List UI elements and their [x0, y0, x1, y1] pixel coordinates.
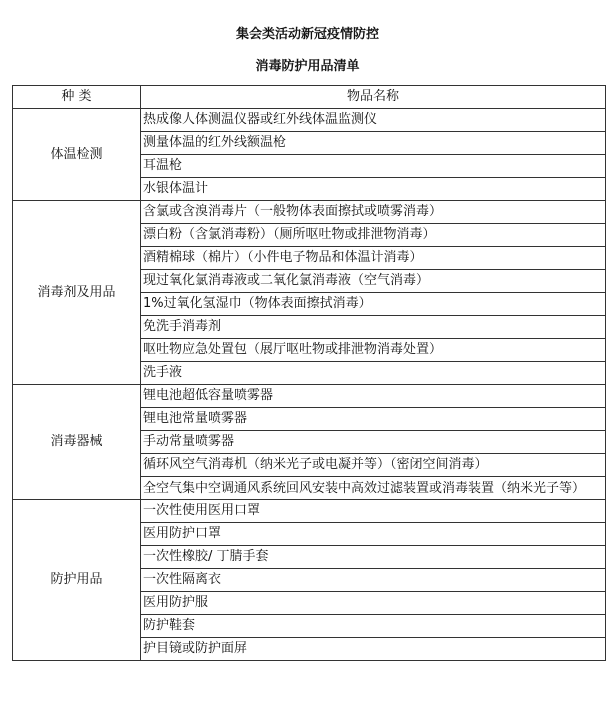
item-cell: 呕吐物应急处置包（展厅呕吐物或排泄物消毒处置） — [141, 339, 606, 362]
item-cell: 一次性橡胶/ 丁腈手套 — [141, 546, 606, 569]
document-title: 集会类活动新冠疫情防控 — [235, 27, 379, 42]
item-cell: 手动常量喷雾器 — [141, 431, 606, 454]
item-cell: 洗手液 — [141, 362, 606, 385]
item-cell: 免洗手消毒剂 — [141, 316, 606, 339]
item-cell: 一次性隔离衣 — [141, 569, 606, 592]
table-row — [13, 500, 606, 523]
item-cell: 循环风空气消毒机（纳米光子或电凝并等）（密闭空间消毒） — [141, 454, 606, 477]
item-cell: 护目镜或防护面屏 — [141, 638, 606, 661]
item-cell: 锂电池常量喷雾器 — [141, 408, 606, 431]
item-cell: 耳温枪 — [141, 155, 606, 178]
document-subtitle: 消毒防护用品清单 — [255, 59, 360, 74]
item-cell: 热成像人体测温仪器或红外线体温监测仪 — [141, 109, 606, 132]
header-items: 物品名称 — [141, 86, 606, 109]
item-cell: 一次性使用医用口罩 — [141, 500, 606, 523]
table-row — [13, 385, 606, 408]
item-cell: 现过氧化氯消毒液或二氧化氯消毒液（空气消毒） — [141, 270, 606, 293]
item-cell: 水银体温计 — [141, 178, 606, 201]
item-cell: 测量体温的红外线额温枪 — [141, 132, 606, 155]
item-cell: 医用防护服 — [141, 592, 606, 615]
category-cell: 体温检测 — [13, 109, 141, 201]
header-category: 种 类 — [13, 86, 141, 109]
item-cell: 全空气集中空调通风系统回风安装中高效过滤装置或消毒装置（纳米光子等） — [141, 477, 606, 500]
item-cell: 防护鞋套 — [141, 615, 606, 638]
item-cell: 酒精棉球（棉片）（小件电子物品和体温计消毒） — [141, 247, 606, 270]
supplies-table — [12, 85, 606, 661]
table-header-row — [13, 86, 606, 109]
item-cell: 含氯或含溴消毒片（一般物体表面擦拭或喷雾消毒） — [141, 201, 606, 224]
item-cell: 医用防护口罩 — [141, 523, 606, 546]
category-cell: 消毒剂及用品 — [13, 201, 141, 385]
category-cell: 防护用品 — [13, 500, 141, 661]
table-row — [13, 109, 606, 132]
category-cell: 消毒器械 — [13, 385, 141, 500]
item-cell: 锂电池超低容量喷雾器 — [141, 385, 606, 408]
item-cell: 1%过氧化氢湿巾（物体表面擦拭消毒） — [141, 293, 606, 316]
table-row — [13, 201, 606, 224]
item-cell: 漂白粉（含氯消毒粉）（厕所呕吐物或排泄物消毒） — [141, 224, 606, 247]
